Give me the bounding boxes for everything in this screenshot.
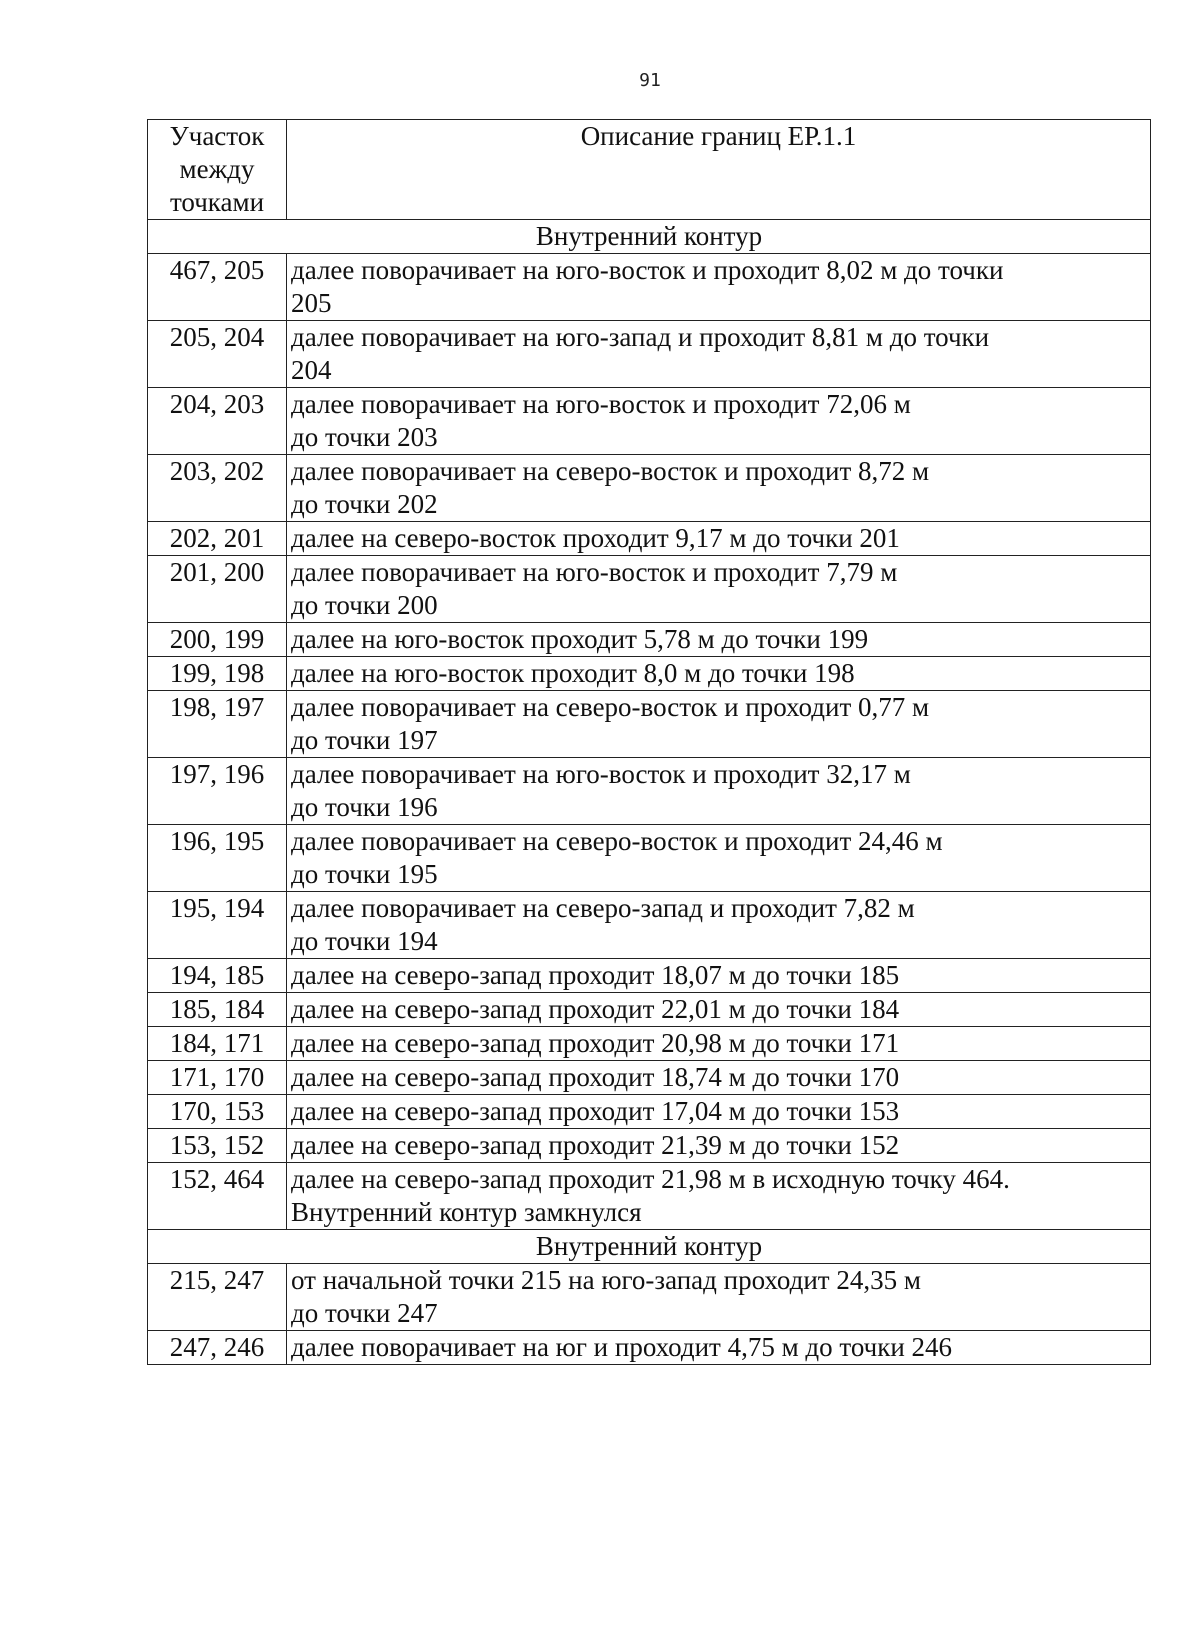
segment-cell: 153, 152 xyxy=(148,1129,287,1163)
description-line: до точки 197 xyxy=(291,725,438,755)
table-row xyxy=(148,993,1151,1027)
table-header-row xyxy=(148,120,1151,220)
description-line: до точки 195 xyxy=(291,859,438,889)
description-cell xyxy=(287,522,1151,556)
description-cell xyxy=(287,993,1151,1027)
description-cell xyxy=(287,1061,1151,1095)
table-row xyxy=(148,1095,1151,1129)
segment-cell: 195, 194 xyxy=(148,892,287,959)
segment-cell: 201, 200 xyxy=(148,556,287,623)
description-line: далее на северо-запад проходит 21,98 м в исходную точку 464. xyxy=(291,1164,1010,1194)
segment-cell: 184, 171 xyxy=(148,1027,287,1061)
description-line: далее на северо-запад проходит 17,04 м до точки 153 xyxy=(291,1096,900,1126)
description-cell xyxy=(287,1027,1151,1061)
description-line: далее на северо-запад проходит 18,07 м до точки 185 xyxy=(291,960,900,990)
description-line: 204 xyxy=(291,355,332,385)
description-line: далее поворачивает на юго-запад и проходит 8,81 м до точки xyxy=(291,322,990,352)
description-line: Внутренний контур замкнулся xyxy=(291,1197,642,1227)
boundary-description-table xyxy=(147,119,1151,1365)
section-row xyxy=(148,220,1151,254)
segment-cell: 467, 205 xyxy=(148,254,287,321)
table-row xyxy=(148,556,1151,623)
description-line: далее поворачивает на юго-восток и проходит 7,79 м xyxy=(291,557,898,587)
table-row xyxy=(148,892,1151,959)
description-cell xyxy=(287,825,1151,892)
description-cell xyxy=(287,959,1151,993)
description-line: далее на юго-восток проходит 5,78 м до точки 199 xyxy=(291,624,869,654)
table-row xyxy=(148,321,1151,388)
description-cell xyxy=(287,758,1151,825)
description-line: далее на северо-запад проходит 21,39 м до точки 152 xyxy=(291,1130,900,1160)
description-line: далее на северо-запад проходит 18,74 м до точки 170 xyxy=(291,1062,900,1092)
description-cell xyxy=(287,321,1151,388)
segment-header-line: Участок xyxy=(169,121,265,151)
table-row xyxy=(148,758,1151,825)
table-row xyxy=(148,959,1151,993)
description-cell xyxy=(287,455,1151,522)
table-row xyxy=(148,825,1151,892)
segment-cell: 194, 185 xyxy=(148,959,287,993)
section-row xyxy=(148,1230,1151,1264)
segment-cell: 152, 464 xyxy=(148,1163,287,1230)
description-line: далее на северо-восток проходит 9,17 м до точки 201 xyxy=(291,523,900,553)
description-line: далее на северо-запад проходит 22,01 м до точки 184 xyxy=(291,994,900,1024)
description-line: далее поворачивает на северо-восток и проходит 8,72 м xyxy=(291,456,930,486)
description-line: далее поворачивает на юг и проходит 4,75 м до точки 246 xyxy=(291,1332,953,1362)
description-cell xyxy=(287,623,1151,657)
description-line: 205 xyxy=(291,288,332,318)
description-column-header: Описание границ ЕР.1.1 xyxy=(287,120,1151,220)
description-line: до точки 196 xyxy=(291,792,438,822)
segment-cell: 171, 170 xyxy=(148,1061,287,1095)
description-cell xyxy=(287,657,1151,691)
description-line: до точки 203 xyxy=(291,422,438,452)
description-line: до точки 202 xyxy=(291,489,438,519)
table-row xyxy=(148,522,1151,556)
description-cell xyxy=(287,556,1151,623)
table-row xyxy=(148,691,1151,758)
segment-cell: 199, 198 xyxy=(148,657,287,691)
table-row xyxy=(148,657,1151,691)
description-line: до точки 194 xyxy=(291,926,438,956)
segment-cell: 185, 184 xyxy=(148,993,287,1027)
description-line: от начальной точки 215 на юго-запад проходит 24,35 м xyxy=(291,1265,921,1295)
table-row xyxy=(148,455,1151,522)
description-line: далее поворачивает на юго-восток и проходит 72,06 м xyxy=(291,389,911,419)
description-cell xyxy=(287,892,1151,959)
description-cell xyxy=(287,254,1151,321)
segment-cell: 247, 246 xyxy=(148,1331,287,1365)
description-cell xyxy=(287,1331,1151,1365)
description-line: до точки 247 xyxy=(291,1298,438,1328)
segment-header-line: между xyxy=(179,154,255,184)
description-line: далее поворачивает на северо-восток и проходит 0,77 м xyxy=(291,692,930,722)
table-row xyxy=(148,1331,1151,1365)
segment-cell: 205, 204 xyxy=(148,321,287,388)
description-cell xyxy=(287,1264,1151,1331)
segment-cell: 197, 196 xyxy=(148,758,287,825)
section-title: Внутренний контур xyxy=(148,1230,1151,1264)
section-title: Внутренний контур xyxy=(148,220,1151,254)
segment-cell: 204, 203 xyxy=(148,388,287,455)
table-row xyxy=(148,1129,1151,1163)
segment-column-header xyxy=(148,120,287,220)
segment-cell: 215, 247 xyxy=(148,1264,287,1331)
segment-cell: 196, 195 xyxy=(148,825,287,892)
table-row xyxy=(148,1027,1151,1061)
segment-cell: 198, 197 xyxy=(148,691,287,758)
segment-cell: 202, 201 xyxy=(148,522,287,556)
description-line: до точки 200 xyxy=(291,590,438,620)
description-cell xyxy=(287,388,1151,455)
table-row xyxy=(148,388,1151,455)
description-cell xyxy=(287,1163,1151,1230)
segment-cell: 200, 199 xyxy=(148,623,287,657)
description-cell xyxy=(287,1129,1151,1163)
page-number: 91 xyxy=(639,70,661,91)
table-row xyxy=(148,623,1151,657)
table-row xyxy=(148,1061,1151,1095)
description-cell xyxy=(287,1095,1151,1129)
table-row xyxy=(148,1264,1151,1331)
segment-header-line: точками xyxy=(169,187,265,217)
description-line: далее на северо-запад проходит 20,98 м до точки 171 xyxy=(291,1028,900,1058)
description-line: далее поворачивает на северо-восток и проходит 24,46 м xyxy=(291,826,943,856)
segment-cell: 203, 202 xyxy=(148,455,287,522)
description-line: далее на юго-восток проходит 8,0 м до точки 198 xyxy=(291,658,855,688)
segment-cell: 170, 153 xyxy=(148,1095,287,1129)
description-line: далее поворачивает на северо-запад и проходит 7,82 м xyxy=(291,893,915,923)
description-cell xyxy=(287,691,1151,758)
description-line: далее поворачивает на юго-восток и проходит 8,02 м до точки xyxy=(291,255,1004,285)
table-row xyxy=(148,254,1151,321)
table-row xyxy=(148,1163,1151,1230)
description-line: далее поворачивает на юго-восток и проходит 32,17 м xyxy=(291,759,911,789)
